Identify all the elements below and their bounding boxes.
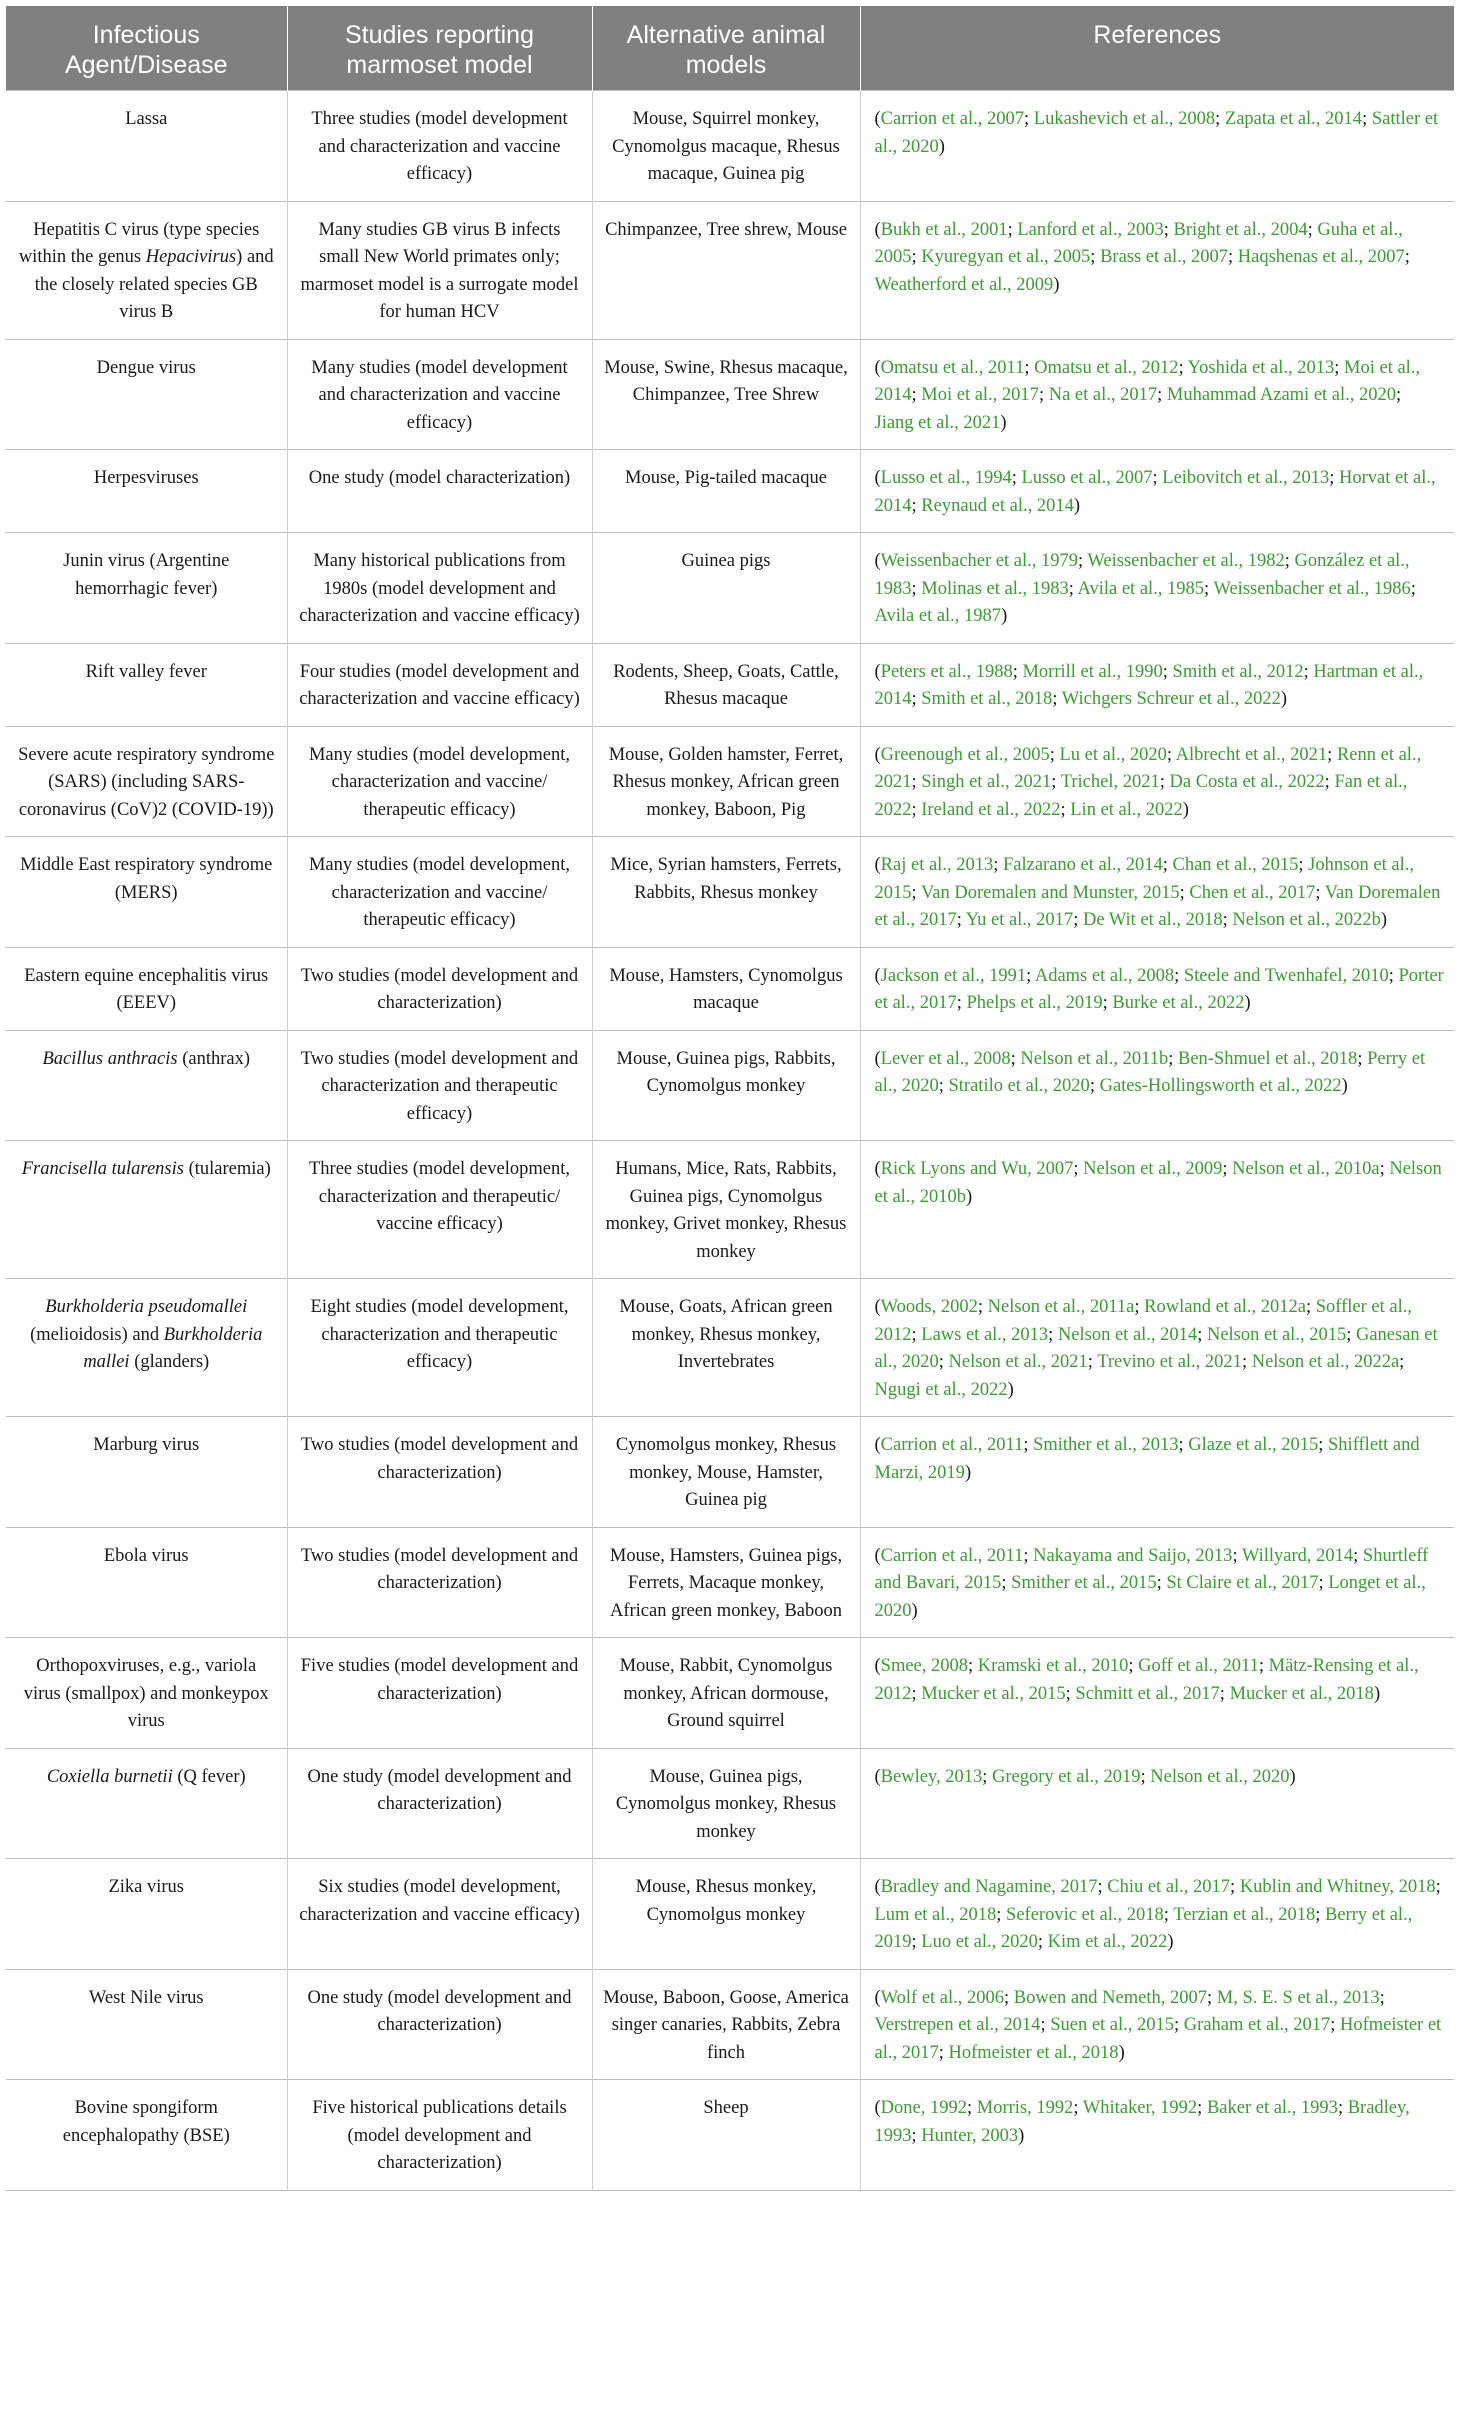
reference-link[interactable]: Moi et al., 2017 — [921, 385, 1039, 405]
cell-studies: Many studies (model development and characterization and vaccine efficacy) — [287, 339, 592, 450]
agent-text: West Nile virus — [88, 1987, 204, 2008]
reference-link[interactable]: Soffler et al., 2012 — [874, 1297, 1413, 1345]
reference-link[interactable]: Woods, 2002 — [880, 1297, 978, 1317]
reference-link[interactable]: Mucker et al., 2018 — [1229, 1683, 1374, 1704]
reference-link[interactable]: Verstrepen et al., 2014 — [874, 2015, 1041, 2035]
reference-link[interactable]: Berry et al., 2019 — [874, 1904, 1413, 1952]
reference-link[interactable]: Lum et al., 2018 — [874, 1904, 997, 1925]
cell-agent — [6, 450, 287, 533]
reference-link[interactable]: Schmitt et al., 2017 — [1075, 1683, 1220, 1704]
reference-link[interactable]: Hofmeister et al., 2018 — [948, 2042, 1119, 2063]
reference-link[interactable]: Lin et al., 2022 — [1070, 799, 1183, 820]
reference-link[interactable]: Porter et al., 2017 — [874, 965, 1444, 1013]
table-row — [6, 726, 1454, 837]
agent-text: Marburg virus — [93, 1435, 200, 1455]
reference-link[interactable]: Whitaker, 1992 — [1082, 2098, 1198, 2118]
table-row — [6, 201, 1454, 339]
reference-link[interactable]: Horvat et al., 2014 — [874, 468, 1436, 516]
reference-link[interactable]: Trevino et al., 2021 — [1097, 1352, 1242, 1372]
agent-text: Burkholderia mallei — [83, 1324, 263, 1372]
table-row — [6, 643, 1454, 726]
cell-references: (Rick Lyons and Wu, 2007; Nelson et al., 2009; Nelson et al., 2010a; Nelson et al., 2010b) — [860, 1141, 1454, 1279]
reference-link[interactable]: Nelson et al., 2014 — [1057, 1324, 1198, 1345]
reference-link[interactable]: Jiang et al., 2021 — [874, 412, 1001, 433]
agent-text: (tularemia) — [183, 1159, 271, 1179]
reference-link[interactable]: Leibovitch et al., 2013 — [1162, 468, 1330, 488]
cell-references: (Raj et al., 2013; Falzarano et al., 2014; Chan et al., 2015; Johnson et al., 2015; Van Doremalen and Munster, 2015; Chen et al., 2017; Van Doremalen et al., 2017; Yu et al., 2017; De Wit et al., 2018; Nelson et al., 2022b) — [860, 837, 1454, 948]
reference-link[interactable]: Moi et al., 2014 — [874, 357, 1421, 405]
reference-link[interactable]: Na et al., 2017 — [1048, 385, 1158, 405]
table-row — [6, 1527, 1454, 1638]
reference-link[interactable]: Lanford et al., 2003 — [1017, 219, 1164, 240]
agent-text: Herpesviruses — [93, 468, 199, 488]
reference-link[interactable]: Bowen and Nemeth, 2007 — [1013, 1987, 1207, 2008]
cell-studies: One study (model development and characterization) — [287, 1748, 592, 1859]
reference-link[interactable]: Johnson et al., 2015 — [874, 855, 1415, 903]
reference-link[interactable]: Omatsu et al., 2011 — [880, 357, 1025, 378]
reference-link[interactable]: Nelson et al., 2022b — [1232, 910, 1381, 930]
agent-text: Orthopoxviruses, e.g., variola virus (smallpox) and monkeypox virus — [23, 1656, 269, 1731]
reference-link[interactable]: Rowland et al., 2012a — [1144, 1297, 1306, 1317]
reference-link[interactable]: Nelson et al., 2021 — [948, 1352, 1088, 1372]
table-row — [6, 533, 1454, 644]
cell-agent — [6, 1969, 287, 2080]
reference-link[interactable]: Smither et al., 2013 — [1033, 1435, 1179, 1455]
reference-link[interactable]: Luo et al., 2020 — [921, 1932, 1038, 1952]
reference-link[interactable]: Lever et al., 2008 — [880, 1048, 1011, 1069]
table-row — [6, 947, 1454, 1030]
agent-text: Hepacivirus — [145, 247, 237, 267]
reference-link[interactable]: De Wit et al., 2018 — [1082, 910, 1223, 930]
cell-agent — [6, 201, 287, 339]
marmoset-models-table — [6, 6, 1454, 2191]
cell-alternatives: Humans, Mice, Rats, Rabbits, Guinea pigs, Cynomolgus monkey, Grivet monkey, Rhesus monkey — [592, 1141, 860, 1279]
agent-text: Dengue virus — [96, 357, 196, 378]
reference-link[interactable]: Nakayama and Saijo, 2013 — [1033, 1545, 1233, 1566]
reference-link[interactable]: Smee, 2008 — [880, 1656, 969, 1676]
reference-link[interactable]: Zapata et al., 2014 — [1224, 109, 1363, 129]
reference-link[interactable]: Falzarano et al., 2014 — [1002, 855, 1163, 875]
table-row — [6, 1417, 1454, 1528]
reference-link[interactable]: Bewley, 2013 — [880, 1766, 983, 1787]
reference-link[interactable]: Van Doremalen and Munster, 2015 — [920, 882, 1180, 903]
reference-link[interactable]: Perry et al., 2020 — [874, 1048, 1426, 1096]
cell-references: (Carrion et al., 2007; Lukashevich et al., 2008; Zapata et al., 2014; Sattler et al., 2020) — [860, 91, 1454, 202]
agent-text: Burkholderia pseudomallei — [45, 1297, 248, 1317]
reference-link[interactable]: Kyuregyan et al., 2005 — [921, 247, 1091, 267]
reference-link[interactable]: Bradley and Nagamine, 2017 — [880, 1877, 1098, 1897]
reference-link[interactable]: Haqshenas et al., 2007 — [1237, 247, 1405, 267]
reference-link[interactable]: Adams et al., 2008 — [1034, 965, 1175, 986]
cell-studies: Many studies (model development, characterization and vaccine/ therapeutic efficacy) — [287, 726, 592, 837]
table-row — [6, 1279, 1454, 1417]
cell-studies: Many studies (model development, characterization and vaccine/ therapeutic efficacy) — [287, 837, 592, 948]
cell-agent — [6, 1859, 287, 1970]
cell-agent — [6, 1638, 287, 1749]
reference-link[interactable]: Morrill et al., 1990 — [1022, 661, 1163, 682]
agent-text: Middle East respiratory syndrome (MERS) — [20, 855, 273, 903]
cell-alternatives: Mouse, Baboon, Goose, America singer canaries, Rabbits, Zebra finch — [592, 1969, 860, 2080]
cell-agent — [6, 1748, 287, 1859]
reference-link[interactable]: Weissenbacher et al., 1986 — [1213, 578, 1411, 599]
cell-agent — [6, 1417, 287, 1528]
reference-link[interactable]: Gregory et al., 2019 — [992, 1766, 1141, 1787]
reference-link[interactable]: Steele and Twenhafel, 2010 — [1183, 965, 1389, 986]
cell-agent — [6, 2080, 287, 2191]
cell-references: (Woods, 2002; Nelson et al., 2011a; Rowland et al., 2012a; Soffler et al., 2012; Laws et al., 2013; Nelson et al., 2014; Nelson et al., 2015; Ganesan et al., 2020; Nelson et al., 2021; Trevino et al., 2021; Nelson et al., 2022a; Ngugi et al., 2022) — [860, 1279, 1454, 1417]
agent-text: Severe acute respiratory syndrome (SARS) (including SARS-coronavirus (CoV)2 (COVID-19)) — [18, 744, 275, 820]
reference-link[interactable]: Greenough et al., 2005 — [880, 744, 1050, 765]
cell-agent — [6, 1141, 287, 1279]
reference-link[interactable]: Lusso et al., 1994 — [880, 468, 1012, 488]
cell-agent — [6, 1527, 287, 1638]
reference-link[interactable]: St Claire et al., 2017 — [1166, 1573, 1319, 1593]
cell-alternatives: Mouse, Guinea pigs, Cynomolgus monkey, Rhesus monkey — [592, 1748, 860, 1859]
agent-text: Hepatitis C virus (type species within the genus — [18, 219, 260, 267]
reference-link[interactable]: Shurtleff and Bavari, 2015 — [874, 1545, 1429, 1593]
reference-link[interactable]: Jackson et al., 1991 — [880, 965, 1027, 986]
reference-link[interactable]: Nelson et al., 2010b — [874, 1159, 1442, 1207]
reference-link[interactable]: Bukh et al., 2001 — [880, 219, 1008, 240]
reference-link[interactable]: Carrion et al., 2007 — [880, 109, 1025, 129]
cell-alternatives: Cynomolgus monkey, Rhesus monkey, Mouse, Hamster, Guinea pig — [592, 1417, 860, 1528]
cell-references: (Weissenbacher et al., 1979; Weissenbacher et al., 1982; González et al., 1983; Molinas et al., 1983; Avila et al., 1985; Weissenbacher et al., 1986; Avila et al., 1987) — [860, 533, 1454, 644]
agent-text: Bovine spongiform encephalopathy (BSE) — [62, 2098, 230, 2146]
reference-link[interactable]: Hunter, 2003 — [921, 2125, 1019, 2146]
reference-link[interactable]: Guha et al., 2005 — [874, 219, 1403, 267]
cell-references: (Jackson et al., 1991; Adams et al., 2008; Steele and Twenhafel, 2010; Porter et al., 2017; Phelps et al., 2019; Burke et al., 2022) — [860, 947, 1454, 1030]
agent-text: Rift valley fever — [85, 661, 207, 682]
cell-alternatives: Mouse, Squirrel monkey, Cynomolgus macaque, Rhesus macaque, Guinea pig — [592, 91, 860, 202]
reference-link[interactable]: Nelson et al., 2015 — [1206, 1324, 1347, 1345]
table-header — [6, 6, 1454, 91]
cell-alternatives: Sheep — [592, 2080, 860, 2191]
reference-link[interactable]: Bright et al., 2004 — [1173, 219, 1308, 240]
reference-link[interactable]: Baker et al., 1993 — [1206, 2098, 1338, 2118]
reference-link[interactable]: Wichgers Schreur et al., 2022 — [1061, 689, 1281, 709]
agent-text: Bacillus anthracis — [42, 1048, 178, 1069]
table-row — [6, 2080, 1454, 2191]
cell-references: (Lusso et al., 1994; Lusso et al., 2007; Leibovitch et al., 2013; Horvat et al., 2014; Reynaud et al., 2014) — [860, 450, 1454, 533]
cell-studies: Eight studies (model development, characterization and therapeutic efficacy) — [287, 1279, 592, 1417]
reference-link[interactable]: Chan et al., 2015 — [1172, 855, 1299, 875]
reference-link[interactable]: Avila et al., 1985 — [1077, 578, 1205, 599]
reference-link[interactable]: Smith et al., 2018 — [921, 689, 1053, 709]
reference-link[interactable]: Renn et al., 2021 — [874, 744, 1422, 792]
cell-studies: Three studies (model development and characterization and vaccine efficacy) — [287, 91, 592, 202]
cell-agent — [6, 1279, 287, 1417]
reference-link[interactable]: Suen et al., 2015 — [1050, 2015, 1175, 2035]
table-body — [6, 91, 1454, 2191]
cell-agent — [6, 726, 287, 837]
reference-link[interactable]: Nelson et al., 2009 — [1083, 1159, 1223, 1179]
cell-references: (Peters et al., 1988; Morrill et al., 1990; Smith et al., 2012; Hartman et al., 2014; Smith et al., 2018; Wichgers Schreur et al., 2022) — [860, 643, 1454, 726]
cell-studies: Many historical publications from 1980s (model development and characterization and vaccine efficacy) — [287, 533, 592, 644]
cell-studies: Two studies (model development and characterization and therapeutic efficacy) — [287, 1030, 592, 1141]
reference-link[interactable]: Kramski et al., 2010 — [977, 1656, 1129, 1676]
cell-references: (Done, 1992; Morris, 1992; Whitaker, 1992; Baker et al., 1993; Bradley, 1993; Hunter, 2003) — [860, 2080, 1454, 2191]
cell-references: (Carrion et al., 2011; Nakayama and Saijo, 2013; Willyard, 2014; Shurtleff and Bavari, 2015; Smither et al., 2015; St Claire et al., 2017; Longet et al., 2020) — [860, 1527, 1454, 1638]
reference-link[interactable]: Lusso et al., 2007 — [1021, 468, 1153, 488]
reference-link[interactable]: Nelson et al., 2011b — [1020, 1048, 1169, 1069]
agent-text: Coxiella burnetii — [46, 1766, 173, 1787]
header-agent: Infectious Agent/Disease — [6, 6, 287, 91]
agent-text: Junin virus (Argentine hemorrhagic fever) — [63, 551, 230, 599]
table-row — [6, 837, 1454, 948]
cell-agent — [6, 837, 287, 948]
table-row — [6, 1859, 1454, 1970]
cell-agent — [6, 1030, 287, 1141]
cell-agent — [6, 91, 287, 202]
reference-link[interactable]: Da Costa et al., 2022 — [1169, 772, 1325, 792]
table-row — [6, 450, 1454, 533]
reference-link[interactable]: Nelson et al., 2010a — [1232, 1159, 1380, 1179]
cell-references: (Carrion et al., 2011; Smither et al., 2013; Glaze et al., 2015; Shifflett and Marzi, 2019) — [860, 1417, 1454, 1528]
reference-link[interactable]: Smither et al., 2015 — [1011, 1573, 1157, 1593]
cell-alternatives: Rodents, Sheep, Goats, Cattle, Rhesus macaque — [592, 643, 860, 726]
table-row — [6, 339, 1454, 450]
reference-link[interactable]: Hartman et al., 2014 — [874, 661, 1424, 709]
cell-alternatives: Mouse, Goats, African green monkey, Rhesus monkey, Invertebrates — [592, 1279, 860, 1417]
reference-link[interactable]: Kim et al., 2022 — [1047, 1932, 1168, 1952]
reference-link[interactable]: Ben-Shmuel et al., 2018 — [1177, 1048, 1358, 1069]
reference-link[interactable]: Avila et al., 1987 — [874, 606, 1002, 626]
reference-link[interactable]: Carrion et al., 2011 — [880, 1545, 1024, 1566]
header-references: References — [860, 6, 1454, 91]
agent-text: Francisella tularensis — [21, 1159, 184, 1179]
header-studies: Studies reporting marmoset model — [287, 6, 592, 91]
reference-link[interactable]: Nelson et al., 2020 — [1150, 1766, 1290, 1787]
reference-link[interactable]: Carrion et al., 2011 — [880, 1435, 1024, 1455]
cell-alternatives: Mouse, Rhesus monkey, Cynomolgus monkey — [592, 1859, 860, 1970]
agent-text: ) and the closely related species GB virus B — [34, 247, 274, 322]
cell-studies: One study (model development and characterization) — [287, 1969, 592, 2080]
reference-link[interactable]: Laws et al., 2013 — [921, 1324, 1049, 1345]
reference-link[interactable]: Longet et al., 2020 — [874, 1573, 1426, 1621]
cell-studies: Two studies (model development and characterization) — [287, 947, 592, 1030]
cell-studies: Two studies (model development and characterization) — [287, 1527, 592, 1638]
reference-link[interactable]: Nelson et al., 2011a — [987, 1297, 1135, 1317]
cell-studies: Two studies (model development and characterization) — [287, 1417, 592, 1528]
header-row — [6, 6, 1454, 91]
reference-link[interactable]: Chiu et al., 2017 — [1107, 1877, 1231, 1897]
reference-link[interactable]: Rick Lyons and Wu, 2007 — [880, 1159, 1074, 1179]
reference-link[interactable]: Smith et al., 2012 — [1172, 661, 1304, 682]
cell-agent — [6, 947, 287, 1030]
reference-link[interactable]: Van Doremalen et al., 2017 — [874, 882, 1441, 930]
reference-link[interactable]: Bradley, 1993 — [874, 2098, 1410, 2146]
cell-alternatives: Chimpanzee, Tree shrew, Mouse — [592, 201, 860, 339]
cell-alternatives: Mice, Syrian hamsters, Ferrets, Rabbits, Rhesus monkey — [592, 837, 860, 948]
reference-link[interactable]: Shifflett and Marzi, 2019 — [874, 1435, 1420, 1483]
reference-link[interactable]: Gates-Hollingsworth et al., 2022 — [1099, 1076, 1342, 1096]
cell-alternatives: Mouse, Swine, Rhesus macaque, Chimpanzee, Tree Shrew — [592, 339, 860, 450]
reference-link[interactable]: Nelson et al., 2022a — [1251, 1352, 1400, 1372]
reference-link[interactable]: Phelps et al., 2019 — [966, 993, 1103, 1013]
reference-link[interactable]: Molinas et al., 1983 — [921, 578, 1069, 599]
reference-link[interactable]: Yoshida et al., 2013 — [1187, 357, 1335, 378]
reference-link[interactable]: Brass et al., 2007 — [1100, 247, 1228, 267]
reference-link[interactable]: Burke et al., 2022 — [1112, 993, 1245, 1013]
agent-text: Zika virus — [108, 1877, 185, 1897]
reference-link[interactable]: Peters et al., 1988 — [880, 661, 1013, 682]
reference-link[interactable]: Trichel, 2021 — [1060, 772, 1160, 792]
table-row — [6, 1748, 1454, 1859]
reference-link[interactable]: Wolf et al., 2006 — [880, 1987, 1005, 2008]
header-alternatives: Alternative animal models — [592, 6, 860, 91]
cell-studies: Three studies (model development, characterization and therapeutic/ vaccine efficacy) — [287, 1141, 592, 1279]
table-row — [6, 1638, 1454, 1749]
reference-link[interactable]: Willyard, 2014 — [1241, 1545, 1354, 1566]
reference-link[interactable]: Ireland et al., 2022 — [921, 799, 1061, 820]
cell-alternatives: Mouse, Pig-tailed macaque — [592, 450, 860, 533]
reference-link[interactable]: Lukashevich et al., 2008 — [1033, 109, 1216, 129]
table-row — [6, 91, 1454, 202]
reference-link[interactable]: Chen et al., 2017 — [1189, 882, 1316, 903]
reference-link[interactable]: Reynaud et al., 2014 — [921, 495, 1074, 516]
reference-link[interactable]: Sattler et al., 2020 — [874, 109, 1439, 157]
agent-text: Ebola virus — [103, 1545, 189, 1566]
agent-text: (Q fever) — [172, 1766, 246, 1787]
reference-link[interactable]: Glaze et al., 2015 — [1188, 1435, 1319, 1455]
cell-studies: Six studies (model development, characterization and vaccine efficacy) — [287, 1859, 592, 1970]
reference-link[interactable]: Stratilo et al., 2020 — [948, 1076, 1090, 1096]
cell-studies: Many studies GB virus B infects small New World primates only; marmoset model is a surrogate model for human HCV — [287, 201, 592, 339]
cell-studies: Five studies (model development and characterization) — [287, 1638, 592, 1749]
reference-link[interactable]: Singh et al., 2021 — [921, 772, 1052, 792]
cell-alternatives: Mouse, Golden hamster, Ferret, Rhesus monkey, African green monkey, Baboon, Pig — [592, 726, 860, 837]
cell-agent — [6, 339, 287, 450]
reference-link[interactable]: Muhammad Azami et al., 2020 — [1166, 385, 1397, 405]
cell-studies: Four studies (model development and characterization and vaccine efficacy) — [287, 643, 592, 726]
cell-alternatives: Mouse, Guinea pigs, Rabbits, Cynomolgus monkey — [592, 1030, 860, 1141]
cell-alternatives: Mouse, Rabbit, Cynomolgus monkey, African dormouse, Ground squirrel — [592, 1638, 860, 1749]
reference-link[interactable]: Hofmeister et al., 2017 — [874, 2015, 1442, 2063]
reference-link[interactable]: Terzian et al., 2018 — [1173, 1904, 1316, 1925]
reference-link[interactable]: M, S. E. S et al., 2013 — [1216, 1987, 1380, 2008]
cell-references: (Bradley and Nagamine, 2017; Chiu et al., 2017; Kublin and Whitney, 2018; Lum et al., 2018; Seferovic et al., 2018; Terzian et al., 2018; Berry et al., 2019; Luo et al., 2020; Kim et al., 2022) — [860, 1859, 1454, 1970]
reference-link[interactable]: Lu et al., 2020 — [1059, 744, 1167, 765]
cell-alternatives: Mouse, Hamsters, Guinea pigs, Ferrets, Macaque monkey, African green monkey, Baboon — [592, 1527, 860, 1638]
reference-link[interactable]: González et al., 1983 — [874, 551, 1410, 599]
table-row — [6, 1030, 1454, 1141]
reference-link[interactable]: Raj et al., 2013 — [880, 855, 994, 875]
cell-alternatives: Mouse, Hamsters, Cynomolgus macaque — [592, 947, 860, 1030]
cell-references: (Wolf et al., 2006; Bowen and Nemeth, 2007; M, S. E. S et al., 2013; Verstrepen et al., 2014; Suen et al., 2015; Graham et al., 2017; Hofmeister et al., 2017; Hofmeister et al., 2018) — [860, 1969, 1454, 2080]
reference-link[interactable]: Weatherford et al., 2009 — [874, 274, 1054, 295]
cell-references: (Bukh et al., 2001; Lanford et al., 2003; Bright et al., 2004; Guha et al., 2005; Kyuregyan et al., 2005; Brass et al., 2007; Haqshenas et al., 2007; Weatherford et al., 2009) — [860, 201, 1454, 339]
agent-text: (melioidosis) and — [30, 1324, 164, 1345]
agent-text: (anthrax) — [177, 1048, 251, 1069]
reference-link[interactable]: Albrecht et al., 2021 — [1175, 744, 1328, 765]
cell-agent — [6, 643, 287, 726]
cell-references: (Smee, 2008; Kramski et al., 2010; Goff et al., 2011; Mätz-Rensing et al., 2012; Mucker et al., 2015; Schmitt et al., 2017; Mucker et al., 2018) — [860, 1638, 1454, 1749]
agent-text: Lassa — [125, 109, 168, 129]
reference-link[interactable]: Weissenbacher et al., 1982 — [1087, 551, 1285, 571]
reference-link[interactable]: Weissenbacher et al., 1979 — [880, 551, 1078, 571]
cell-studies: One study (model characterization) — [287, 450, 592, 533]
reference-link[interactable]: Mätz-Rensing et al., 2012 — [874, 1656, 1419, 1704]
reference-link[interactable]: Fan et al., 2022 — [874, 772, 1408, 820]
reference-link[interactable]: Done, 1992 — [880, 2098, 967, 2118]
reference-link[interactable]: Kublin and Whitney, 2018 — [1239, 1877, 1436, 1897]
reference-link[interactable]: Omatsu et al., 2012 — [1034, 357, 1179, 378]
reference-link[interactable]: Morris, 1992 — [976, 2098, 1074, 2118]
reference-link[interactable]: Yu et al., 2017 — [965, 910, 1074, 930]
reference-link[interactable]: Mucker et al., 2015 — [921, 1683, 1066, 1704]
cell-agent — [6, 533, 287, 644]
reference-link[interactable]: Ngugi et al., 2022 — [874, 1379, 1008, 1400]
cell-alternatives: Guinea pigs — [592, 533, 860, 644]
cell-references: (Omatsu et al., 2011; Omatsu et al., 2012; Yoshida et al., 2013; Moi et al., 2014; Moi et al., 2017; Na et al., 2017; Muhammad Azami et al., 2020; Jiang et al., 2021) — [860, 339, 1454, 450]
reference-link[interactable]: Ganesan et al., 2020 — [874, 1324, 1438, 1372]
cell-references: (Bewley, 2013; Gregory et al., 2019; Nelson et al., 2020) — [860, 1748, 1454, 1859]
cell-references: (Lever et al., 2008; Nelson et al., 2011b; Ben-Shmuel et al., 2018; Perry et al., 2020; Stratilo et al., 2020; Gates-Hollingsworth et al., 2022) — [860, 1030, 1454, 1141]
agent-text: Eastern equine encephalitis virus (EEEV) — [24, 965, 269, 1013]
table-row — [6, 1969, 1454, 2080]
cell-studies: Five historical publications details (model development and characterization) — [287, 2080, 592, 2191]
agent-text: (glanders) — [129, 1352, 210, 1372]
reference-link[interactable]: Goff et al., 2011 — [1138, 1656, 1259, 1676]
table-row — [6, 1141, 1454, 1279]
reference-link[interactable]: Graham et al., 2017 — [1183, 2015, 1331, 2035]
reference-link[interactable]: Seferovic et al., 2018 — [1006, 1904, 1164, 1925]
cell-references: (Greenough et al., 2005; Lu et al., 2020; Albrecht et al., 2021; Renn et al., 2021; Singh et al., 2021; Trichel, 2021; Da Costa et al., 2022; Fan et al., 2022; Ireland et al., 2022; Lin et al., 2022) — [860, 726, 1454, 837]
